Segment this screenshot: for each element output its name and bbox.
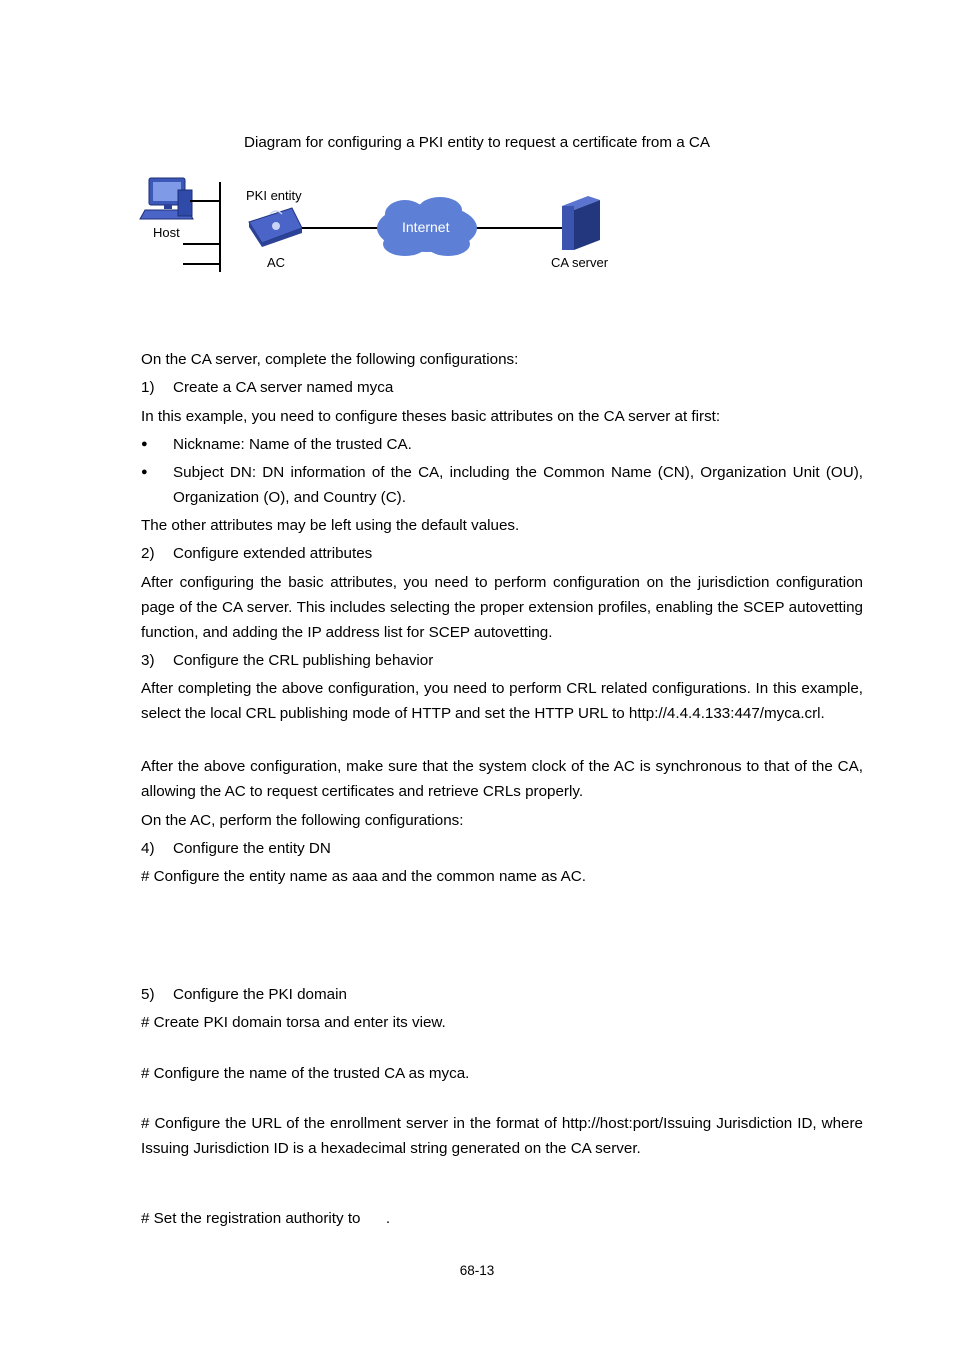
ca-server-icon <box>562 196 600 250</box>
comment-registration-authority: # Set the registration authority to . <box>141 1210 391 1227</box>
paragraph-default-values: The other attributes may be left using the default values. <box>141 517 520 534</box>
pki-entity-label: PKI entity <box>246 188 302 203</box>
bullet-icon: ● <box>141 438 148 450</box>
paragraph-crl: After completing the above configuration, you need to perform CRL related configurations. In this example, select the local CRL publishing mode of HTTP and set the HTTP URL to http://4.4.4.133:447/myca.crl. <box>141 680 863 722</box>
host-label: Host <box>153 225 180 240</box>
comment-create-domain: # Create PKI domain torsa and enter its view. <box>141 1014 446 1031</box>
figure-caption: Diagram for configuring a PKI entity to request a certificate from a CA <box>244 134 710 151</box>
page-number: 68-13 <box>459 1263 495 1278</box>
step-5 <box>141 982 347 1007</box>
step-text: Configure the PKI domain <box>173 986 347 1003</box>
step-text: Configure extended attributes <box>173 545 373 562</box>
step-number: 1) <box>141 379 155 396</box>
bullet-icon: ● <box>141 466 148 478</box>
comment-enrollment-url: # Configure the URL of the enrollment server in the format of http://host:port/Issuing Jurisdiction ID, where Issuing Jurisdiction ID is a hexadecimal string generated on the CA server. <box>141 1115 863 1157</box>
bullet-nickname <box>141 432 863 457</box>
bullet-text: Nickname: Name of the trusted CA. <box>173 436 412 453</box>
ac-device-icon <box>249 208 302 247</box>
step-text: Create a CA server named myca <box>173 379 394 396</box>
step-number: 3) <box>141 652 155 669</box>
step-number: 2) <box>141 545 155 562</box>
ca-server-label: CA server <box>551 255 609 270</box>
paragraph-ac-intro: On the AC, perform the following configurations: <box>141 812 464 829</box>
ac-label: AC <box>267 255 286 270</box>
paragraph-ca-intro: On the CA server, complete the following configurations: <box>141 351 519 368</box>
internet-label: Internet <box>402 219 450 235</box>
paragraph-clock-sync: After the above configuration, make sure that the system clock of the AC is synchronous to that of the CA, allowing the AC to request certificates and retrieve CRLs properly. <box>141 758 863 800</box>
host-pc-icon <box>140 178 193 219</box>
step-2 <box>141 541 372 566</box>
paragraph-jurisdiction: After configuring the basic attributes, you need to perform configuration on the jurisdiction configuration page of the CA server. This includes selecting the proper extension profiles, enabling the SCEP autovetting function, and adding the IP address list for SCEP autovetting. <box>141 574 863 641</box>
paragraph-basic-attributes: In this example, you need to configure theses basic attributes on the CA server at first: <box>141 408 721 425</box>
bullet-subject-dn <box>141 460 863 510</box>
bullet-text: Subject DN: DN information of the CA, including the Common Name (CN), Organization Unit (OU), Organization (O), and Country (C). <box>173 464 863 506</box>
comment-entity-name: # Configure the entity name as aaa and the common name as AC. <box>141 868 586 885</box>
step-text: Configure the entity DN <box>173 840 331 857</box>
step-number: 4) <box>141 840 155 857</box>
step-4 <box>141 836 331 861</box>
comment-trusted-ca: # Configure the name of the trusted CA as myca. <box>141 1065 470 1082</box>
step-number: 5) <box>141 986 155 1003</box>
step-3 <box>141 648 433 673</box>
step-text: Configure the CRL publishing behavior <box>173 652 434 669</box>
step-1 <box>141 375 393 400</box>
network-diagram <box>0 0 954 300</box>
